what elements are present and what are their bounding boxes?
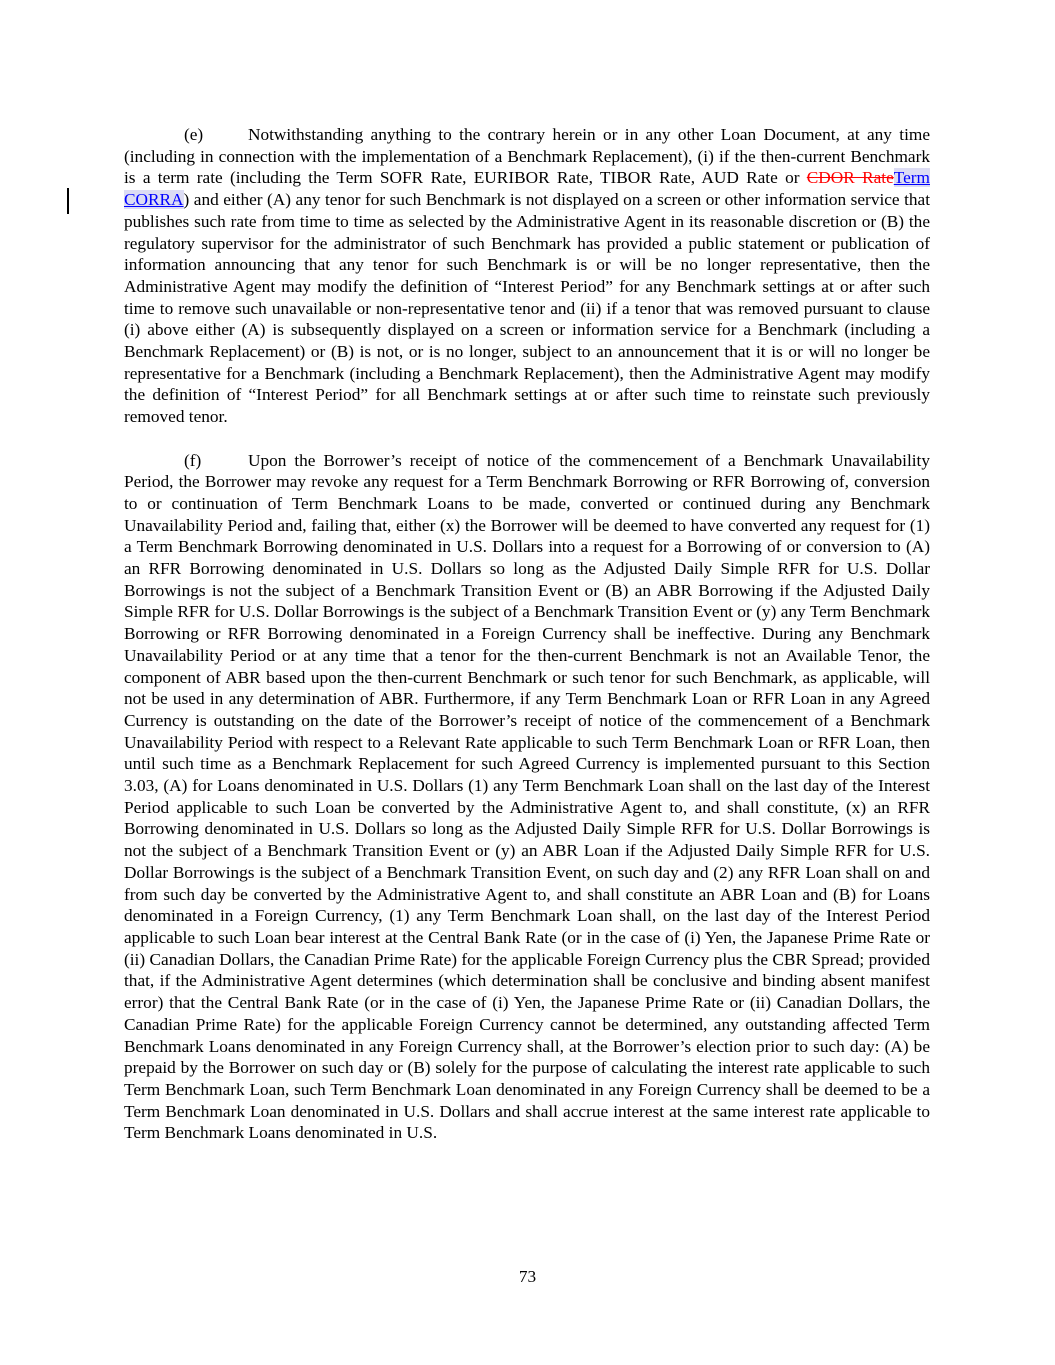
clause-label-e: (e) — [184, 125, 204, 144]
paragraph-e-text-end: ) and either (A) any tenor for such Benchmark is not displayed on a screen or other information service that publishes such rate from time to time as selected by the Administrative Agent in its reasonable discretion or (B) the regulatory supervisor for the administrator of such Benchmark has provided a public statement or publication of information announcing that any tenor for such Benchmark is or will be no longer representative, then the Administrative Agent may modify the definition of “Interest Period” for any Benchmark settings at or after such time to remove such unavailable or non-representative tenor and (ii) if a tenor that was removed pursuant to clause (i) above either (A) is subsequently displayed on a screen or information service for a Benchmark (including a Benchmark Replacement) or (B) is not, or is no longer, subject to an announcement that it is or will no longer be representative for a Benchmark (including a Benchmark Replacement), then the Administrative Agent may modify the definition of “Interest Period” for all Benchmark settings at or after such time to reinstate such previously removed tenor. — [124, 190, 930, 427]
revision-change-bar — [67, 188, 69, 214]
paragraph-f — [124, 450, 930, 1145]
deleted-text: CDOR Rate — [806, 168, 894, 188]
paragraph-e — [124, 124, 930, 428]
clause-label-f: (f) — [184, 450, 202, 470]
paragraph-e-text-start: Notwithstanding anything to the contrary herein or in any other Loan Document, at any time (including in connection with the implementation of a Benchmark Replacement), (i) if the then-current Benchmark is a term rate (including the Term SOFR Rate, EURIBOR Rate, TIBOR Rate, AUD Rate or — [124, 125, 930, 188]
paragraph-f-text: Upon the Borrower’s receipt of notice of the commencement of a Benchmark Unavailability Period, the Borrower may revoke any request for a Term Benchmark Borrowing or RFR Borrowing of, conversion to or continuation of Term Benchmark Loans to be made, converted or continued during any Benchmark Unavailability Period and, failing that, either (x) the Borrower will be deemed to have converted any request for (1) a Term Benchmark Borrowing denominated in U.S. Dollars into a request for a Borrowing of or conversion to (A) an RFR Borrowing denominated in U.S. Dollars so long as the Adjusted Daily Simple RFR for U.S. Dollar Borrowings is not the subject of a Benchmark Transition Event or (B) an ABR Borrowing if the Adjusted Daily Simple RFR for U.S. Dollar Borrowings is the subject of a Benchmark Transition Event or (y) any Term Benchmark Borrowing or RFR Borrowing denominated in a Foreign Currency shall be ineffective. During any Benchmark Unavailability Period or at any time that a tenor for the then-current Benchmark is not an Available Tenor, the component of ABR based upon the then-current Benchmark or such tenor for such Benchmark, as applicable, will not be used in any determination of ABR. Furthermore, if any Term Benchmark Loan or RFR Loan in any Agreed Currency is outstanding on the date of the Borrower’s receipt of notice of the commencement of a Benchmark Unavailability Period with respect to a Relevant Rate applicable to such Term Benchmark Loan or RFR Loan, then until such time as a Benchmark Replacement for such Agreed Currency is implemented pursuant to this Section 3.03, (A) for Loans denominated in U.S. Dollars (1) any Term Benchmark Loan shall on the last day of the Interest Period applicable to such Loan be converted by the Administrative Agent to, and shall constitute, (x) an RFR Borrowing denominated in U.S. Dollars so long as the Adjusted Daily Simple RFR for U.S. Dollar Borrowings is not the subject of a Benchmark Transition Event or (y) an ABR Loan if the Adjusted Daily Simple RFR for U.S. Dollar Borrowings is the subject of a Benchmark Transition Event, on such day and (2) any RFR Loan shall on and from such day be converted by the Administrative Agent to, and shall constitute an ABR Loan and (B) for Loans denominated in a Foreign Currency, (1) any Term Benchmark Loan shall, on the last day of the Interest Period applicable to such Loan bear interest at the Central Bank Rate (or in the case of (i) Yen, the Japanese Prime Rate or (ii) Canadian Dollars, the Canadian Prime Rate) for the applicable Foreign Currency plus the CBR Spread; provided that, if the Administrative Agent determines (which determination shall be conclusive and binding absent manifest error) that the Central Bank Rate (or in the case of (i) Yen, the Japanese Prime Rate or (ii) Canadian Dollars, the Canadian Prime Rate) for the applicable Foreign Currency cannot be determined, any outstanding affected Term Benchmark Loans denominated in any Foreign Currency shall, at the Borrower’s election prior to such day: (A) be prepaid by the Borrower on such day or (B) solely for the purpose of calculating the interest rate applicable to such Term Benchmark Loan, such Term Benchmark Loan denominated in any Foreign Currency shall be deemed to be a Term Benchmark Loan denominated in U.S. Dollars and shall accrue interest at the same interest rate applicable to Term Benchmark Loans denominated in U.S. — [124, 450, 930, 1143]
inserted-text: Term CORRA — [124, 168, 930, 210]
page-number: 73 — [518, 1267, 537, 1286]
document-body — [124, 124, 930, 1144]
